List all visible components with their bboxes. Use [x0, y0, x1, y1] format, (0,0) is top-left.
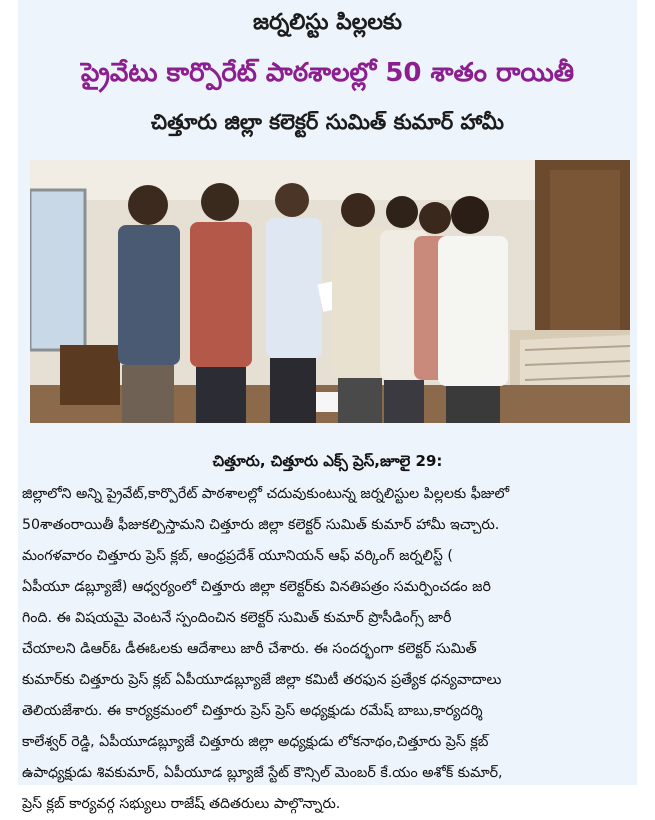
- headline-main: ప్రైవేటు కార్పొరేట్ పాఠశాలల్లో 50 శాతం రాయితీ: [80, 58, 575, 88]
- news-photo: [30, 160, 630, 423]
- body-line: ఏపీయూ డబ్ల్యూజే) ఆధ్వర్యంలో చిత్తూరు జిల్లా కలెక్టర్‌కు వినతిపత్రం సమర్పించడం జరి: [22, 579, 491, 595]
- body-line: గింది. ఈ విషయమై వెంటనే స్పందించిన కలెక్టర్ సుమిత్ కుమార్ ప్రొసీడింగ్స్ జారీ: [22, 610, 452, 626]
- body-line: తెలియజేశారు. ఈ కార్యక్రమంలో చిత్తూరు ప్రెస్ ప్రెస్ అధ్యక్షుడు రమేష్ బాబు,కార్యదర్శి: [22, 703, 483, 719]
- dateline: చిత్తూరు, చిత్తూరు ఎక్స్ ప్రెస్,జూలై 29:: [212, 452, 443, 470]
- body-line: చేయాలని డిఆర్ఓ డీఈఓలకు ఆదేశాలు జారీ చేశారు. ఈ సందర్భంగా కలెక్టర్ సుమిత్: [22, 641, 477, 657]
- headline-sub: చిత్తూరు జిల్లా కలెక్టర్ సుమిత్ కుమార్ హామీ: [150, 110, 505, 134]
- article-body: [22, 479, 637, 820]
- body-line: కుమార్‌కు చిత్తూరు ప్రెస్ క్లబ్ ఏపీయూడబ్ల్యూజే జిల్లా కమిటీ తరఫున ప్రత్యేక ధన్యవాదాలు: [22, 672, 502, 688]
- body-line: మంగళవారం చిత్తూరు ప్రెస్ క్లబ్, ఆంధ్రప్రదేశ్ యూనియన్ ఆఫ్ వర్కింగ్ జర్నలిస్ట్ (: [22, 548, 453, 564]
- body-line: ఉపాధ్యక్షుడు శివకుమార్, ఏపీయూడ బ్ల్యూజే స్టేట్ కౌన్సిల్ మెంబర్ కే.యం అశోక్ కుమార్,: [22, 765, 503, 781]
- body-line: జిల్లాలోని అన్ని ప్రైవేట్,కార్పొరేట్ పాఠశాలల్లో చదువుకుంటున్న జర్నలిస్టుల పిల్లలకు ఫీజులో: [22, 486, 510, 502]
- body-line: 50శాతంరాయితీ ఫీజుకల్పిస్తామని చిత్తూరు జిల్లా కలెక్టర్ సుమిత్ కుమార్ హామీ ఇచ్చారు.: [22, 517, 500, 533]
- body-line: ప్రెస్ క్లబ్ కార్యవర్గ సభ్యులు రాజేష్ తదితరులు పాల్గొన్నారు.: [22, 796, 341, 812]
- headline-top: జర్నలిస్టు పిల్లలకు: [252, 10, 403, 35]
- body-line: కాలేశ్వర్ రెడ్డి, ఏపీయూడబ్ల్యూజే చిత్తూరు జిల్లా అధ్యక్షుడు లోకనాథం,చిత్తూరు ప్రెస్ క్లబ్: [22, 734, 489, 750]
